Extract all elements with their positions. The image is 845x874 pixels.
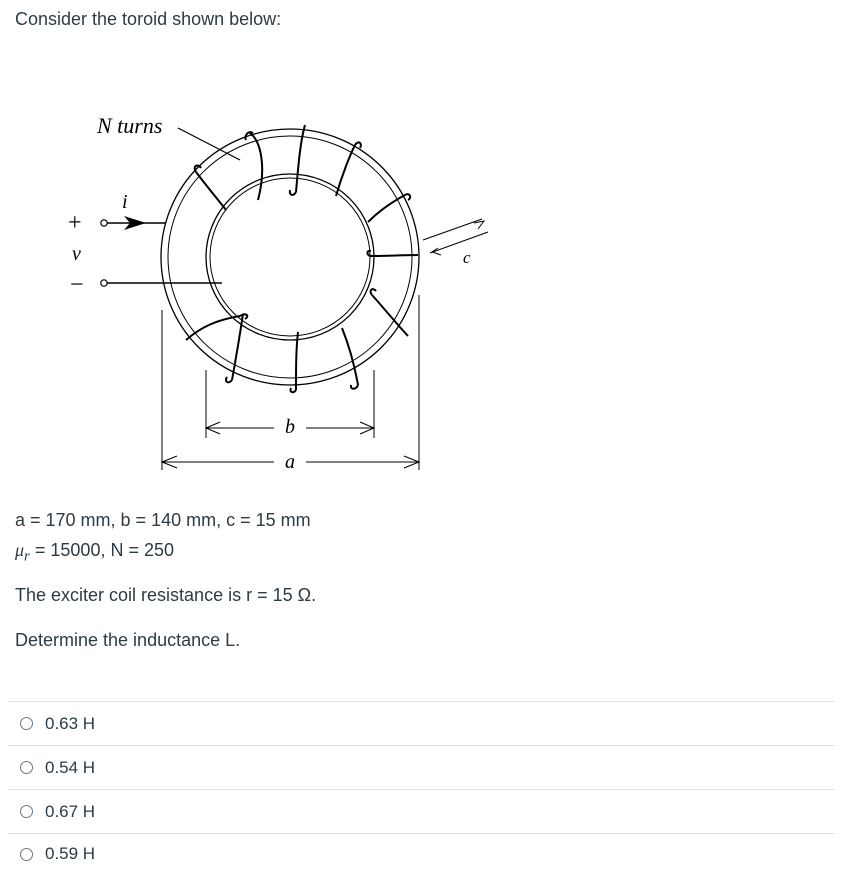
dimension-a-label: a bbox=[285, 451, 295, 473]
answer-option-4[interactable] bbox=[8, 833, 835, 874]
radio-button[interactable] bbox=[20, 805, 33, 818]
voltage-label: v bbox=[72, 243, 81, 265]
coil-windings bbox=[186, 125, 418, 392]
answer-options bbox=[8, 701, 835, 874]
question-prompt: Consider the toroid shown below: bbox=[15, 9, 282, 29]
dimension-b-label: b bbox=[285, 416, 295, 438]
toroid-outer-ring-inner-edge bbox=[168, 136, 412, 378]
given-dimensions: a = 170 mm, b = 140 mm, c = 15 mm bbox=[15, 510, 311, 530]
given-permeability-rest: = 15000, N = 250 bbox=[29, 540, 175, 560]
toroid-figure bbox=[0, 100, 520, 480]
task-statement: Determine the inductance L. bbox=[15, 630, 241, 650]
radio-button[interactable] bbox=[20, 717, 33, 730]
n-turns-label: N turns bbox=[97, 113, 163, 138]
answer-option-2[interactable] bbox=[8, 745, 835, 789]
current-label: i bbox=[122, 191, 128, 213]
mu-symbol: μ bbox=[15, 540, 25, 560]
resistance-statement: The exciter coil resistance is r = 15 Ω. bbox=[15, 585, 317, 605]
minus-sign: − bbox=[70, 272, 84, 298]
mu-subscript: r bbox=[24, 548, 30, 565]
answer-label: 0.54 H bbox=[45, 757, 96, 777]
radio-button[interactable] bbox=[20, 761, 33, 774]
answer-label: 0.63 H bbox=[45, 713, 96, 733]
answer-label: 0.67 H bbox=[45, 801, 96, 821]
answer-option-1[interactable] bbox=[8, 701, 835, 745]
radio-button[interactable] bbox=[20, 848, 33, 861]
toroid-inner-ring bbox=[206, 174, 374, 340]
dimension-c-label: c bbox=[463, 248, 471, 267]
answer-label: 0.59 H bbox=[45, 844, 96, 863]
plus-sign: + bbox=[68, 210, 82, 236]
toroid-inner-ring-edge bbox=[210, 178, 370, 336]
answer-option-3[interactable] bbox=[8, 789, 835, 833]
given-permeability-turns bbox=[15, 540, 174, 566]
